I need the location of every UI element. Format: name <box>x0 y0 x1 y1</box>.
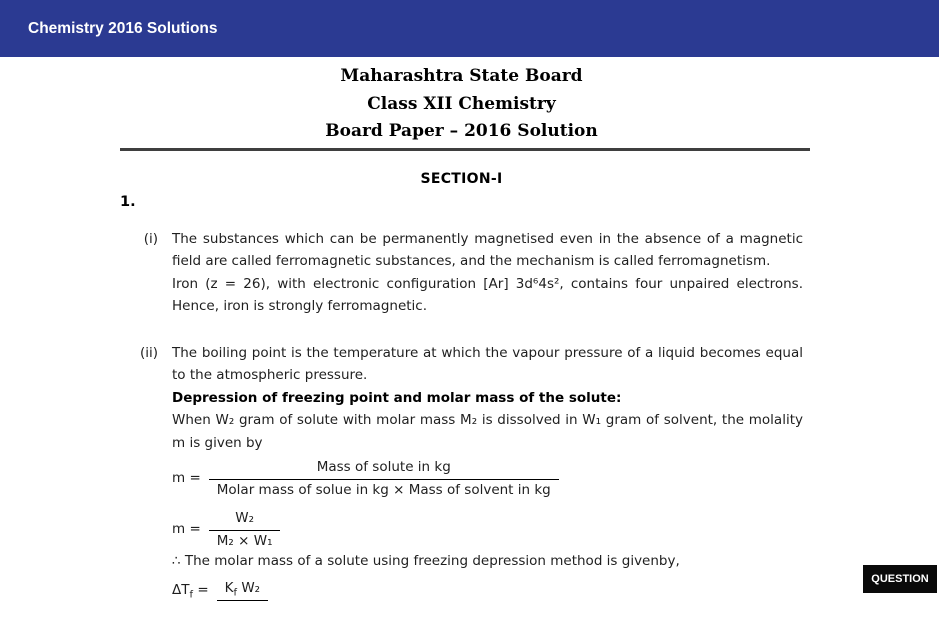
molality-formula-words <box>172 458 803 499</box>
item-body-i <box>172 228 803 318</box>
item-ii-paragraph-2: When W₂ gram of solute with molar mass M₂ is dissolved in W₁ gram of solvent, the molality m is given by <box>172 412 803 451</box>
item-i-paragraph-2: Iron (z = 26), with electronic configuration [Ar] 3d⁶4s², contains four unpaired electrons. Hence, iron is strongly ferromagnetic. <box>172 275 803 314</box>
fraction-denominator <box>217 601 268 603</box>
item-i-paragraph-1: The substances which can be permanently magnetised even in the absence of a magnetic field are called ferromagnetic substances, and the mechanism is called ferromagnetism. <box>172 230 803 269</box>
title-divider <box>120 148 810 151</box>
freezing-point-formula <box>172 579 803 603</box>
conclusion-text: ∴ The molar mass of a solute using freezing depression method is givenby, <box>172 553 680 569</box>
app-header <box>0 0 939 57</box>
question-badge-button[interactable]: QUESTION <box>863 565 937 593</box>
fraction <box>209 458 559 499</box>
molality-formula-symbols <box>172 509 803 550</box>
formula-lhs: m = <box>172 470 201 486</box>
item-label-i: (i) <box>143 230 158 247</box>
app-title: Chemistry 2016 Solutions <box>28 19 218 37</box>
answer-item-i <box>120 228 803 318</box>
fraction-denominator: Molar mass of solue in kg × Mass of solvent in kg <box>216 482 551 498</box>
fraction-numerator: Mass of solute in kg <box>209 458 559 480</box>
fraction <box>217 579 268 603</box>
section-title: SECTION-I <box>420 170 503 187</box>
question-number: 1. <box>120 193 136 210</box>
doc-title-line-2: Class XII Chemistry <box>367 93 556 114</box>
item-ii-paragraph-1: The boiling point is the temperature at which the vapour pressure of a liquid becomes equal to the atmospheric pressure. <box>172 344 803 383</box>
formula-lhs: $\Delta T_f$ = <box>172 582 209 601</box>
depression-heading: Depression of freezing point and molar mass of the solute: <box>172 389 622 406</box>
fraction <box>209 509 281 550</box>
item-label-ii: (ii) <box>139 344 158 361</box>
fraction-numerator: $K_f$ W₂ <box>217 579 268 601</box>
answer-item-ii <box>120 342 803 603</box>
document-page <box>0 57 939 603</box>
doc-title-line-1: Maharashtra State Board <box>340 66 583 86</box>
item-body-ii <box>172 342 803 603</box>
doc-title-line-3: Board Paper – 2016 Solution <box>325 121 598 141</box>
fraction-numerator: W₂ <box>209 509 281 531</box>
formula-lhs: m = <box>172 521 201 537</box>
fraction-denominator: M₂ × W₁ <box>216 533 273 549</box>
